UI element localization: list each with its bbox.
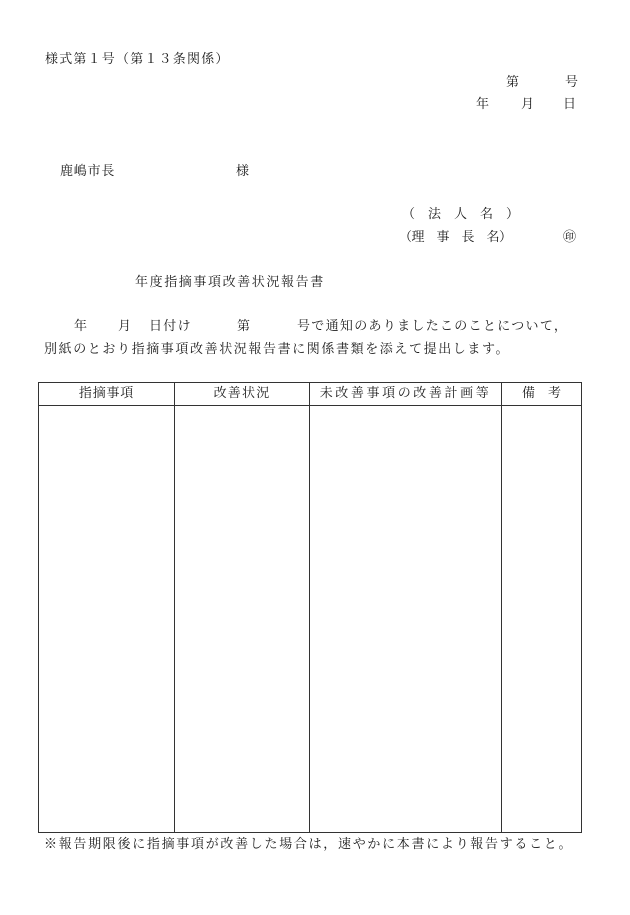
document-title: 年度指摘事項改善状況報告書	[135, 275, 325, 290]
date-month-label: 月	[521, 97, 535, 112]
seal-mark: ㊞	[563, 230, 577, 245]
document-number-suffix: 号	[565, 75, 579, 90]
body-line2-text: 別紙のとおり指摘事項改善状況報告書に関係書類を添えて提出します。	[44, 342, 511, 357]
header-improvement-plan: 未改善事項の改善計画等	[310, 383, 502, 406]
improvement-plan-cell	[310, 406, 502, 833]
header-remarks: 備 考	[502, 383, 582, 406]
footnote: ※報告期限後に指摘事項が改善した場合は，速やかに本書により報告すること。	[44, 837, 574, 852]
body-line1-year: 年	[74, 319, 88, 334]
body-line1-number-prefix: 第	[237, 319, 251, 334]
representative-name-label: （理 事 長 名）	[399, 230, 512, 245]
body-line1-text: 号で通知のありましたこのことについて，	[297, 319, 569, 334]
table-body-row	[39, 406, 582, 833]
date-year-label: 年	[476, 97, 490, 112]
remarks-cell	[502, 406, 582, 833]
addressee-name: 鹿嶋市長	[60, 164, 116, 179]
body-line1-month: 月	[118, 319, 132, 334]
form-number: 様式第１号（第１３条関係）	[45, 52, 230, 67]
header-pointed-out-items: 指摘事項	[39, 383, 175, 406]
addressee-honorific: 様	[236, 164, 250, 179]
body-line1-day: 日付け	[149, 319, 192, 334]
report-table	[38, 382, 582, 833]
improvement-status-cell	[175, 406, 310, 833]
corporation-name-label: （ 法 人 名 ）	[402, 207, 520, 222]
date-day-label: 日	[563, 97, 577, 112]
table-header-row	[39, 383, 582, 406]
document-number-prefix: 第	[506, 75, 520, 90]
header-improvement-status: 改善状況	[175, 383, 310, 406]
pointed-out-items-cell	[39, 406, 175, 833]
